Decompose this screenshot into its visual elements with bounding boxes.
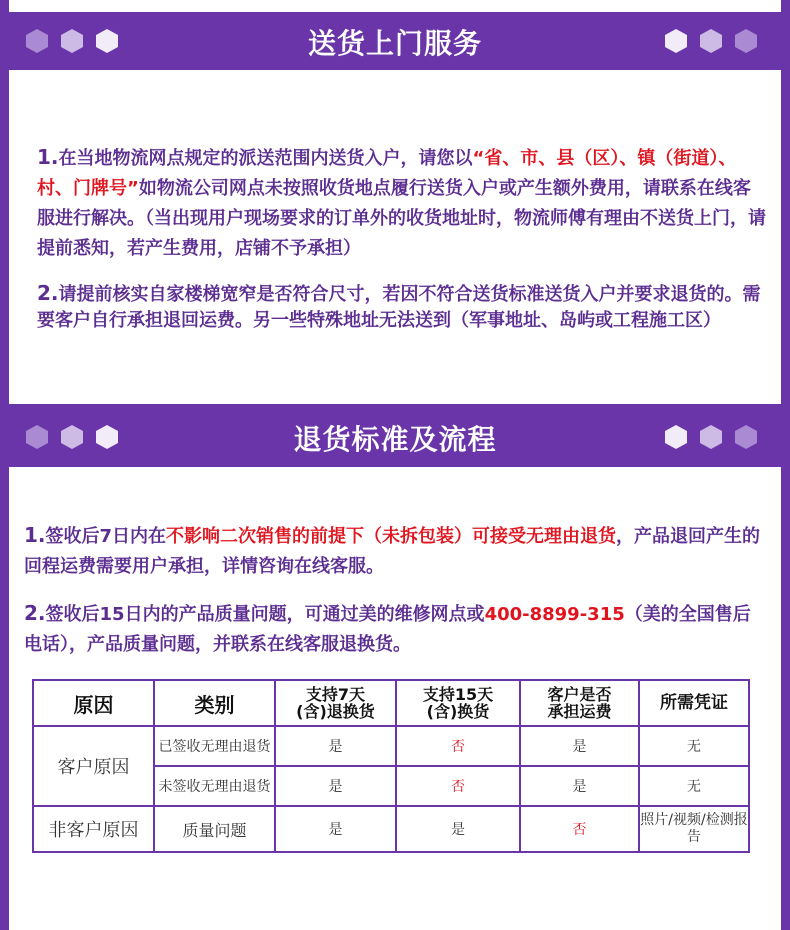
cell-15day: 否 (396, 726, 520, 766)
cell-category: 未签收无理由退货 (154, 766, 275, 806)
cell-7day: 是 (275, 726, 396, 766)
header-line: 支持7天 (305, 685, 366, 704)
section-title: 送货上门服务 (307, 27, 482, 60)
paragraph-number: 2. (24, 601, 46, 625)
cell-customer-pays: 是 (520, 726, 639, 766)
paragraph-number: 2. (37, 281, 59, 305)
header-line: (含)退换货 (296, 702, 375, 721)
cell-15day: 否 (396, 766, 520, 806)
table-header-row (33, 680, 749, 726)
top-panel-edge (9, 0, 781, 12)
cell-proof: 无 (639, 766, 749, 806)
returns-paragraph-1 (24, 520, 764, 582)
cell-proof: 照片/视频/检测报告 (639, 806, 749, 852)
header-required-proof: 所需凭证 (639, 680, 749, 726)
section-header-returns (0, 408, 790, 466)
returns-paragraph-2 (24, 598, 764, 660)
return-policy-table (32, 679, 750, 853)
header-7day-return (275, 680, 396, 726)
header-line: 支持15天 (422, 685, 494, 704)
header-category: 类别 (154, 680, 275, 726)
highlight-text: “省、市、县（区）、镇（街道）、村、门牌号” (37, 148, 737, 199)
header-line: (含)换货 (426, 702, 490, 721)
header-line: 承担运费 (547, 702, 612, 721)
cell-category: 质量问题 (154, 806, 275, 852)
cell-reason: 非客户原因 (33, 806, 154, 852)
cell-reason: 客户原因 (33, 726, 154, 806)
paragraph-number: 1. (24, 523, 46, 547)
cell-7day: 是 (275, 806, 396, 852)
paragraph-text: （美的全国售后电话），产品质量问题，并联系在线客服退换货。 (24, 604, 751, 655)
cell-customer-pays: 是 (520, 766, 639, 806)
paragraph-text: 如物流公司网点未按照收货地点履行送货入户或产生额外费用，请联系在线客服进行解决。（当出现用户现场要求的订单外的收货地址时，物流师傅有理由不送货上门，请提前悉知，若产生费用，店铺不予承担） (37, 178, 766, 259)
table-row (33, 726, 749, 766)
paragraph-text: 签收后7日内在 (45, 526, 167, 547)
paragraph-text: 请提前核实自家楼梯宽窄是否符合尺寸，若因不符合送货标准送货入户并要求退货的。需要客户自行承担退回运费。另一些特殊地址无法送到（军事地址、岛屿或工程施工区） (37, 284, 761, 331)
delivery-paragraph-1 (37, 142, 767, 264)
header-line: 客户是否 (547, 685, 612, 704)
paragraph-text: 在当地物流网点规定的派送范围内送货入户，请您以 (58, 148, 473, 169)
cell-proof: 无 (639, 726, 749, 766)
service-phone-number: 400-8899-315 (484, 604, 625, 625)
header-15day-exchange (396, 680, 520, 726)
section-title: 退货标准及流程 (293, 423, 497, 456)
cell-15day: 是 (396, 806, 520, 852)
paragraph-number: 1. (37, 145, 59, 169)
header-customer-pays-shipping (520, 680, 639, 726)
paragraph-text: 签收后15日内的产品质量问题，可通过美的维修网点或 (45, 604, 485, 625)
cell-category: 已签收无理由退货 (154, 726, 275, 766)
paragraph-text: ，产品退回产生的回程运费需要用户承担，详情咨询在线客服。 (24, 526, 761, 577)
header-reason: 原因 (33, 680, 154, 726)
table-row (33, 806, 749, 852)
highlight-text: 不影响二次销售的前提下（未拆包装）可接受无理由退货 (166, 526, 617, 547)
cell-7day: 是 (275, 766, 396, 806)
cell-customer-pays: 否 (520, 806, 639, 852)
section-header-delivery (0, 12, 790, 70)
delivery-paragraph-2 (37, 280, 767, 334)
